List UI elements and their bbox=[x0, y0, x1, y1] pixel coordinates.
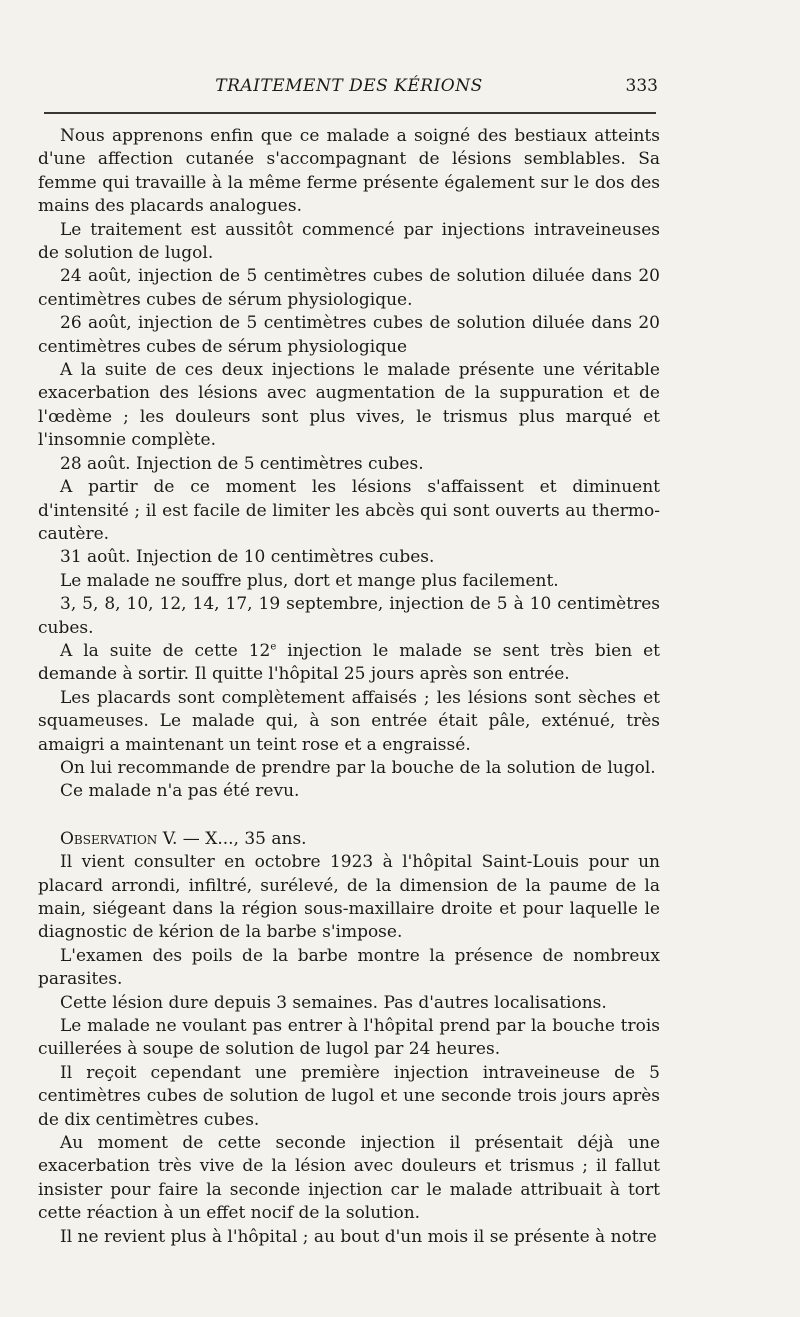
paragraph: Nous apprenons enfin que ce malade a soigné des bestiaux atteints d'une affection cutanée s'accompagnant de lésions semblables. Sa femme qui travaille à la même ferme présente également sur le dos des mains des placards analogues. bbox=[38, 126, 660, 217]
paragraph: Au moment de cette seconde injection il présentait déjà une exacerbation très vive de la lésion avec douleurs et trismus ; il fallut insister pour faire la seconde injection car le malade attribuait à tort cette réaction à un effet nocif de la solution. bbox=[38, 1133, 660, 1224]
paragraph: 3, 5, 8, 10, 12, 14, 17, 19 septembre, injection de 5 à 10 centimètres cubes. bbox=[38, 594, 660, 638]
paragraph: 24 août, injection de 5 centimètres cubes de solution diluée dans 20 centimètres cubes de sérum physiologique. bbox=[38, 266, 660, 310]
page-number: 333 bbox=[625, 76, 658, 96]
ordinal-superscript: e bbox=[270, 641, 277, 653]
paragraph: Il ne revient plus à l'hôpital ; au bout d'un mois il se présente à notre bbox=[60, 1226, 657, 1247]
running-head bbox=[38, 76, 660, 102]
paragraph: Le traitement est aussitôt commencé par injections intraveineuses de solution de lugol. bbox=[38, 219, 660, 264]
paragraph: Il vient consulter en octobre 1923 à l'hôpital Saint-Louis pour un placard arrondi, infiltré, surélevé, de la dimension de la paume de la main, siégeant dans la région sous-maxillaire droite et pour laquelle le diagnostic de kérion de la barbe s'impose. bbox=[38, 852, 660, 943]
observation-heading bbox=[38, 828, 660, 851]
paragraph: Le malade ne souffre plus, dort et mange plus facilement. bbox=[60, 570, 559, 591]
paragraph: 28 août. Injection de 5 centimètres cubes. bbox=[60, 453, 424, 474]
paragraph: Il reçoit cependant une première injection intraveineuse de 5 centimètres cubes de solution de lugol et une seconde trois jours après de dix centimètres cubes. bbox=[38, 1062, 660, 1130]
paragraph: L'examen des poils de la barbe montre la présence de nombreux parasites. bbox=[38, 945, 660, 990]
paragraph: A partir de ce moment les lésions s'affaissent et diminuent d'intensité ; il est facile de limiter les abcès qui sont ouverts au thermo-cautère. bbox=[38, 477, 660, 544]
paragraph: Le malade ne voulant pas entrer à l'hôpital prend par la bouche trois cuillerées à soupe de solution de lugol par 24 heures. bbox=[38, 1016, 660, 1060]
header-rule bbox=[44, 112, 656, 114]
paragraph-text: injection le malade se sent très bien et demande à sortir. Il quitte l'hôpital 25 jours après son entrée. bbox=[38, 640, 660, 685]
observation-subject: — X..., 35 ans. bbox=[177, 828, 307, 849]
running-title: TRAITEMENT DES KÉRIONS bbox=[215, 76, 483, 96]
paragraph: Ce malade n'a pas été revu. bbox=[60, 781, 300, 802]
paragraph: Cette lésion dure depuis 3 semaines. Pas d'autres localisations. bbox=[60, 992, 607, 1013]
body-text bbox=[38, 125, 660, 1249]
paragraph: On lui recommande de prendre par la bouche de la solution de lugol. bbox=[60, 757, 656, 778]
paragraph: Les placards sont complètement affaisés ; les lésions sont sèches et squameuses. Le malade qui, à son entrée était pâle, exténué, très amaigri a maintenant un teint rose et a engraissé. bbox=[38, 687, 660, 755]
observation-label: Observation V. bbox=[60, 828, 178, 849]
paragraph bbox=[38, 640, 660, 687]
paragraph-text: A la suite de cette 12 bbox=[60, 640, 271, 661]
paragraph: 26 août, injection de 5 centimètres cubes de solution diluée dans 20 centimètres cubes de sérum physiologique bbox=[38, 313, 660, 357]
paragraph: 31 août. Injection de 10 centimètres cubes. bbox=[60, 547, 435, 568]
paragraph: A la suite de ces deux injections le malade présente une véritable exacerbation des lésions avec augmentation de la suppuration et de l'œdème ; les douleurs sont plus vives, le trismus plus marqué et l'insomnie complète. bbox=[38, 360, 660, 451]
